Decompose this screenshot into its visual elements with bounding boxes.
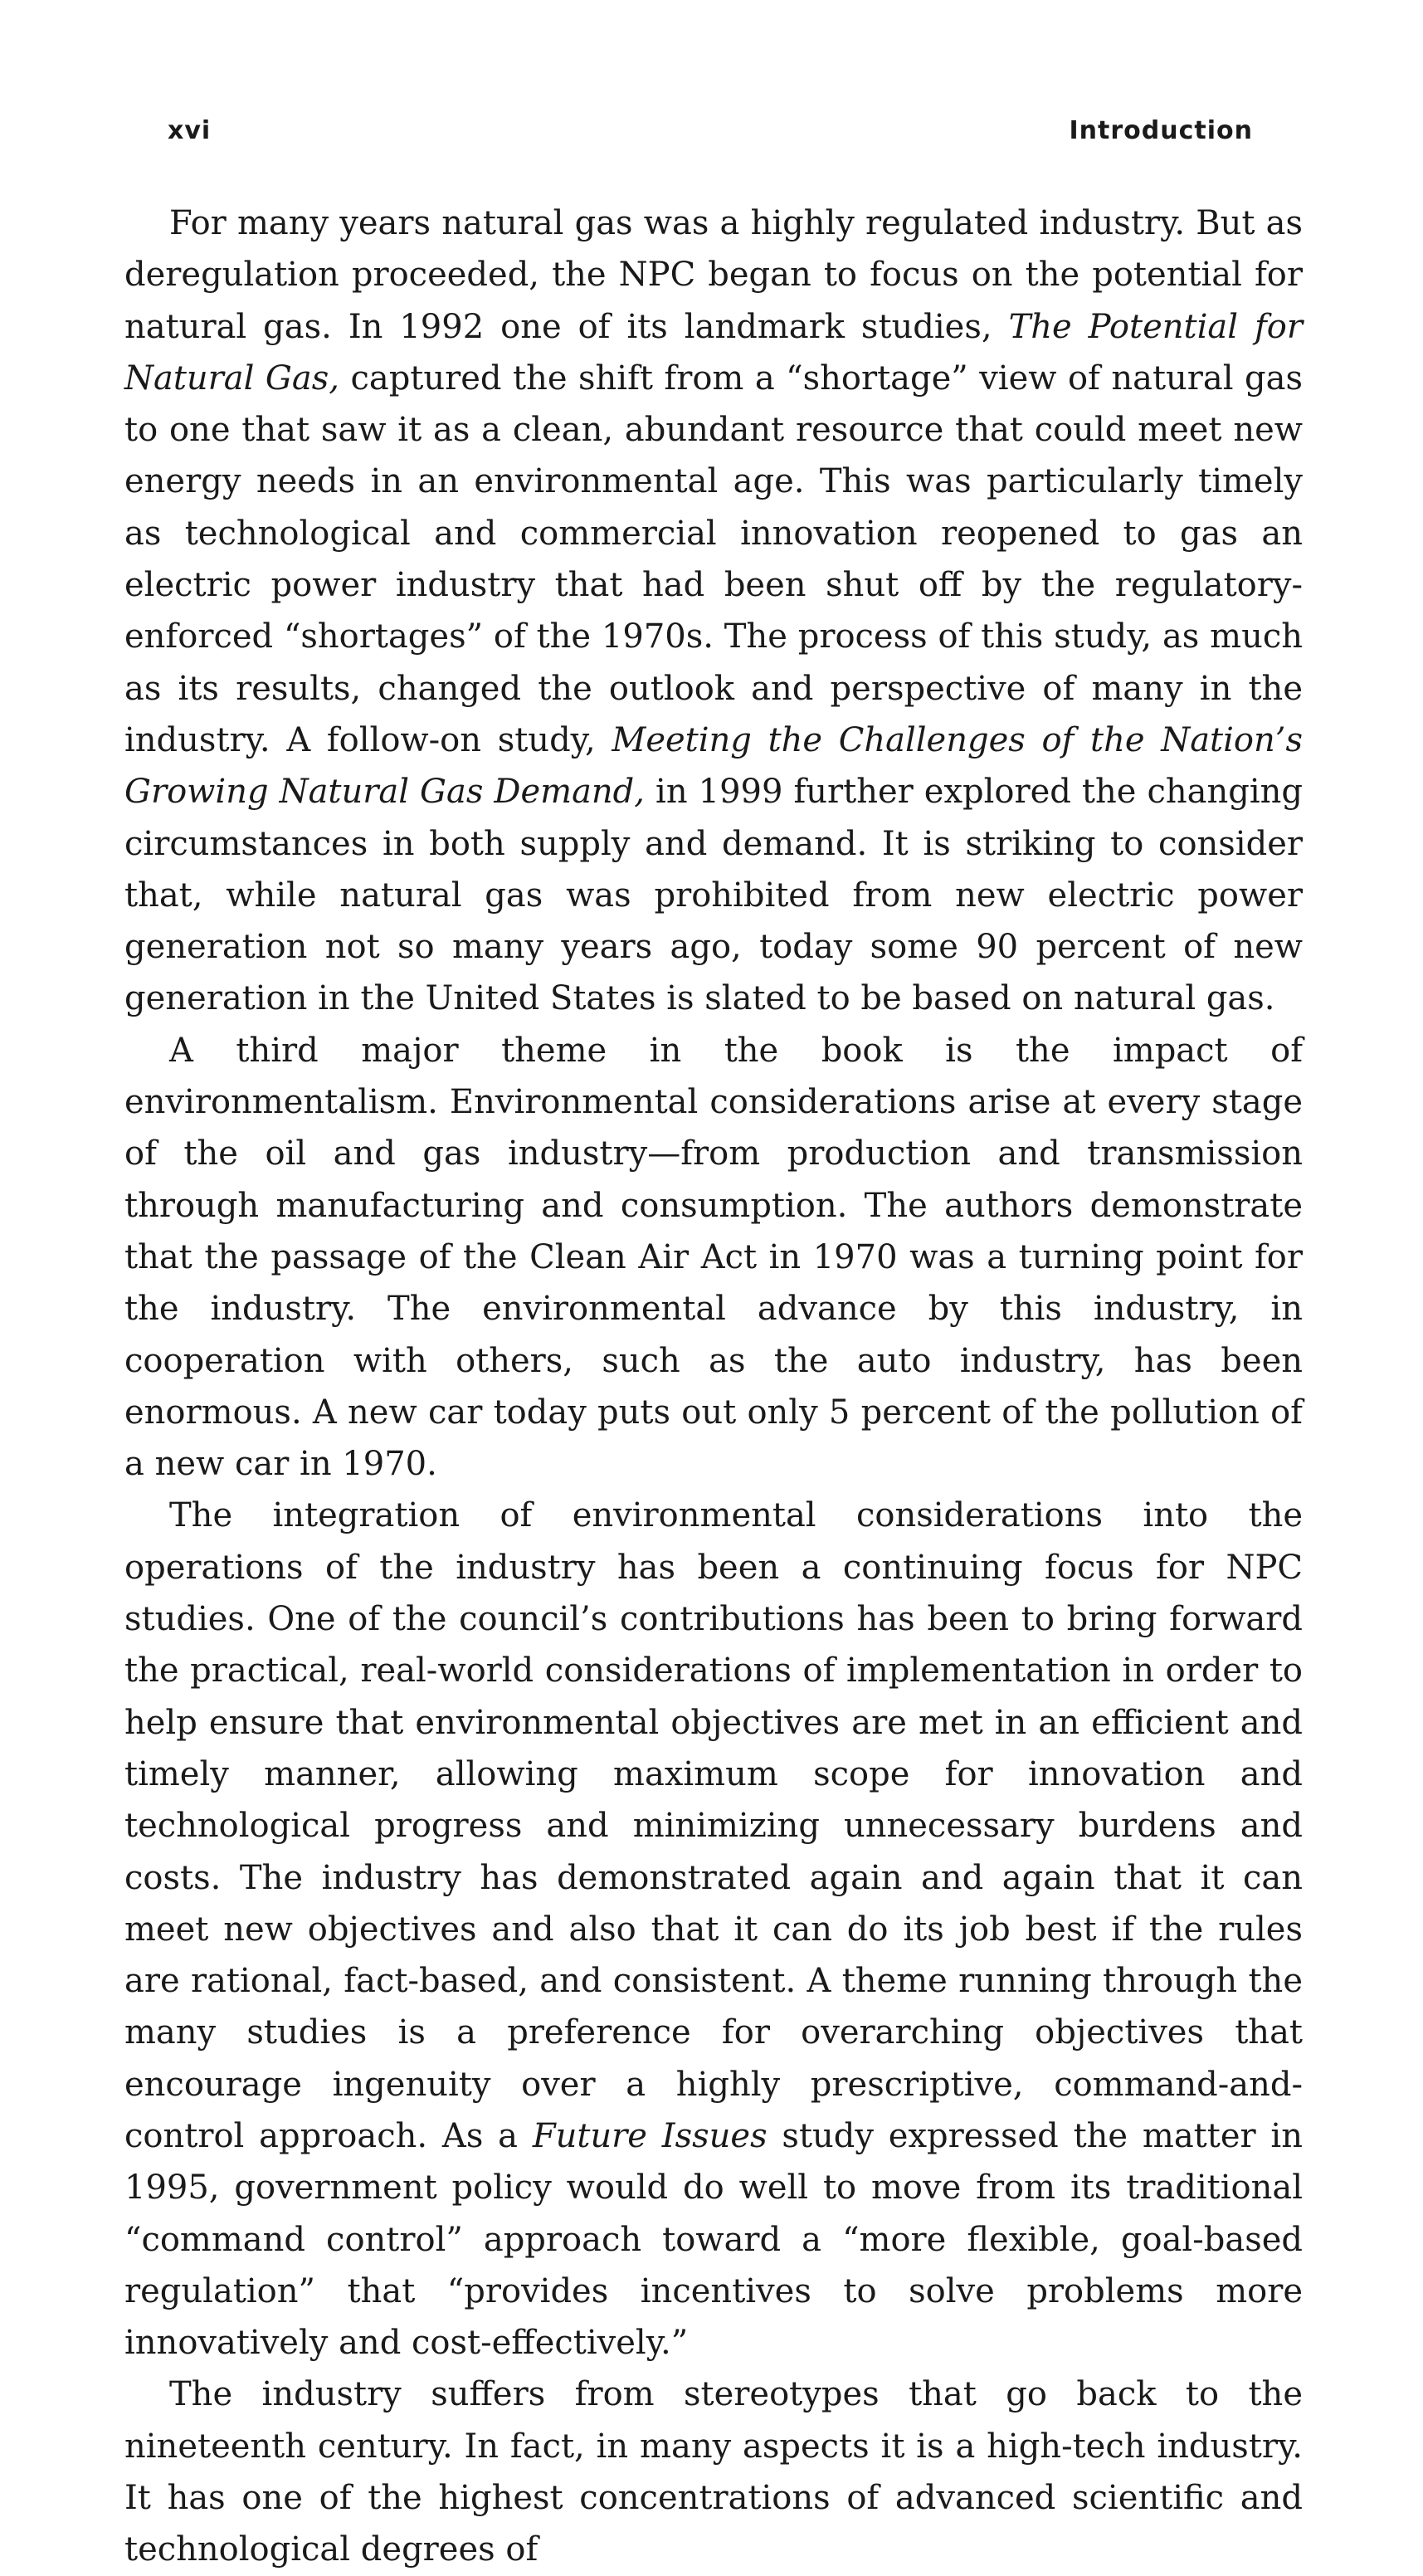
text-run: captured the shift from a “shortage” view of natural gas to one that saw it as a clean, abundant resource that could meet new energy needs in an environmental age. This was particularly timely as technological and commercial innovation reopened to gas an electric power industry that had been shut off by the regulatory-enforced “shortages” of the 1970s. The process of this study, as much as its results, changed the outlook and perspective of many in the industry. A follow-on study, [124, 359, 1303, 759]
book-title: Future Issues [532, 2116, 768, 2155]
paragraph [124, 1025, 1303, 1490]
paragraph [124, 198, 1303, 1025]
text-run: study expressed the matter in 1995, government policy would do well to move from its traditional “command control” approach toward a “more flexible, goal-based regulation” that “provides incentives to solve problems more innovatively and cost-effectively.” [124, 2116, 1303, 2363]
text-run: For many years natural gas was a highly regulated industry. But as deregulation proceeded, the NPC began to focus on the potential for natural gas. In 1992 one of its landmark studies, [124, 204, 1303, 346]
section-title: Introduction [1069, 116, 1253, 145]
paragraph [124, 1490, 1303, 2369]
text-run: in 1999 further explored the changing circumstances in both supply and demand. It is striking to consider that, while natural gas was prohibited from new electric power generation not so many years ago, today some 90 percent of new generation in the United States is slated to be based on natural gas. [124, 773, 1303, 1018]
page-number: xvi [168, 116, 212, 145]
book-title: Meeting the Challenges of the Nation’s Growing Natural Gas Demand, [124, 720, 1304, 812]
text-run: The integration of environmental considerations into the operations of the industry has been a continuing focus for NPC studies. One of the council’s contributions has been to bring forward the practical, real-world considerations of implementation in order to help ensure that environmental objectives are met in an efficient and timely manner, allowing maximum scope for innovation and technological progress and minimizing unnecessary burdens and costs. The industry has demonstrated again and again that it can meet new objectives and also that it can do its job best if the rules are rational, fact-based, and consistent. A theme running through the many studies is a preference for overarching objectives that encourage ingenuity over a highly prescriptive, command-and-control approach. As a [124, 1496, 1303, 2155]
running-head [168, 116, 1253, 149]
text-run: A third major theme in the book is the impact of environmentalism. Environmental considerations arise at every stage of the oil and gas industry—from production and transmission through manufacturing and consumption. The authors demonstrate that the passage of the Clean Air Act in 1970 was a turning point for the industry. The environmental advance by this industry, in cooperation with others, such as the auto industry, has been enormous. A new car today puts out only 5 percent of the pollution of a new car in 1970. [124, 1031, 1303, 1484]
body-text [124, 198, 1303, 2576]
paragraph [124, 2369, 1303, 2575]
text-run: The industry suffers from stereotypes that go back to the nineteenth century. In fact, in many aspects it is a high-tech industry. It has one of the highest concentrations of advanced scientific and technological degrees of [124, 2375, 1303, 2569]
book-title: The Potential for Natural Gas, [124, 307, 1304, 398]
